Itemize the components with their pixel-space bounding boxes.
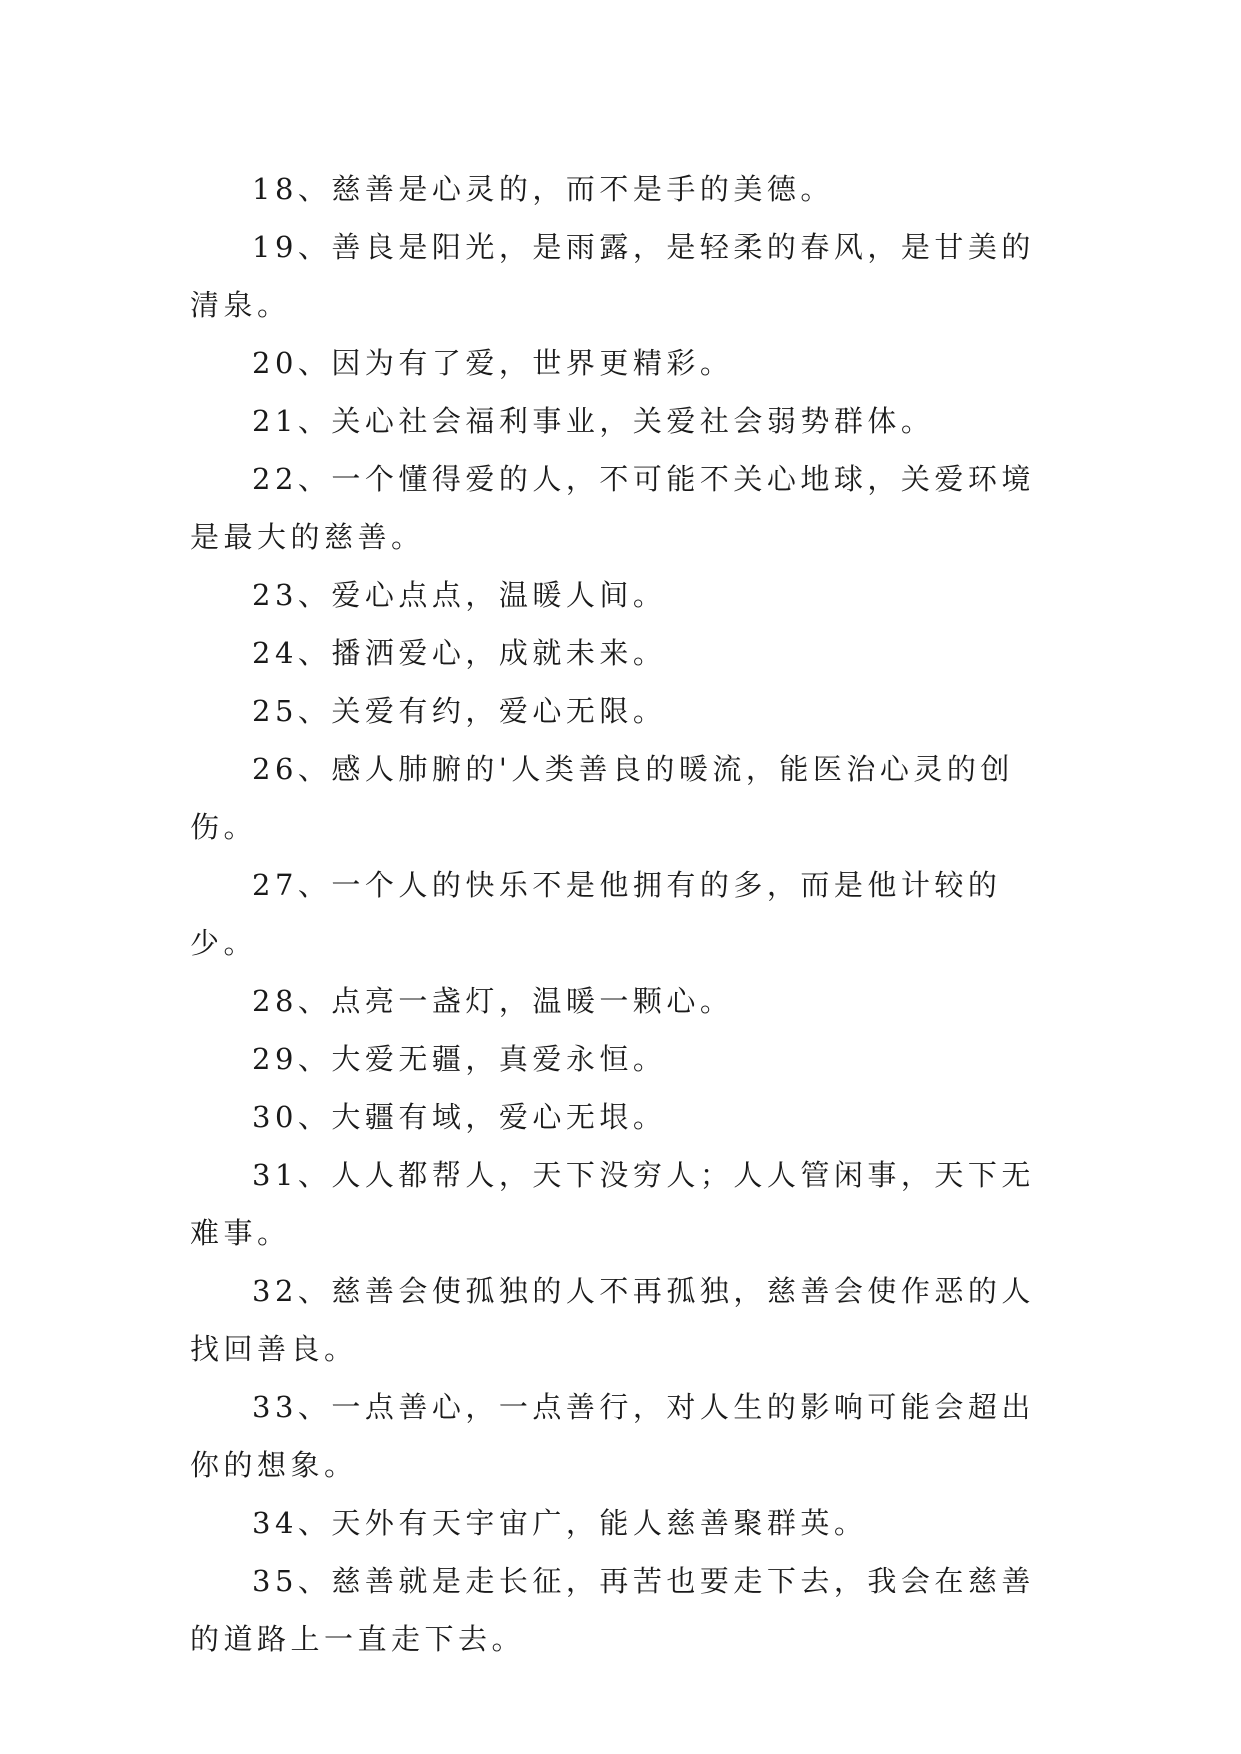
paragraph: 21、关心社会福利事业，关爱社会弱势群体。: [252, 404, 935, 438]
paragraph: 25、关爱有约，爱心无限。: [252, 694, 667, 728]
paragraph: 30、大疆有域，爱心无垠。: [252, 1100, 667, 1134]
paragraph: 18、慈善是心灵的，而不是手的美德。: [252, 172, 834, 206]
paragraph: 32、慈善会使孤独的人不再孤独，慈善会使作恶的人找回善良。: [190, 1274, 1035, 1366]
paragraph: 27、一个人的快乐不是他拥有的多，而是他计较的少。: [190, 868, 1002, 960]
paragraph: 29、大爱无疆，真爱永恒。: [252, 1042, 667, 1076]
paragraph: 24、播洒爱心，成就未来。: [252, 636, 667, 670]
paragraph: 26、感人肺腑的'人类善良的暖流，能医治心灵的创伤。: [190, 752, 1014, 844]
paragraph: 35、慈善就是走长征，再苦也要走下去，我会在慈善的道路上一直走下去。: [190, 1564, 1035, 1656]
paragraph: 31、人人都帮人，天下没穷人；人人管闲事，天下无难事。: [190, 1158, 1035, 1250]
paragraph: 34、天外有天宇宙广，能人慈善聚群英。: [252, 1506, 868, 1540]
paragraph: 28、点亮一盏灯，温暖一颗心。: [252, 984, 734, 1018]
paragraph: 23、爱心点点，温暖人间。: [252, 578, 667, 612]
paragraph: 22、一个懂得爱的人，不可能不关心地球，关爱环境是最大的慈善。: [190, 462, 1035, 554]
paragraph: 19、善良是阳光，是雨露，是轻柔的春风，是甘美的清泉。: [190, 230, 1035, 322]
document-body: [190, 160, 1060, 1668]
paragraph: 33、一点善心，一点善行，对人生的影响可能会超出你的想象。: [190, 1390, 1035, 1482]
paragraph: 20、因为有了爱，世界更精彩。: [252, 346, 734, 380]
